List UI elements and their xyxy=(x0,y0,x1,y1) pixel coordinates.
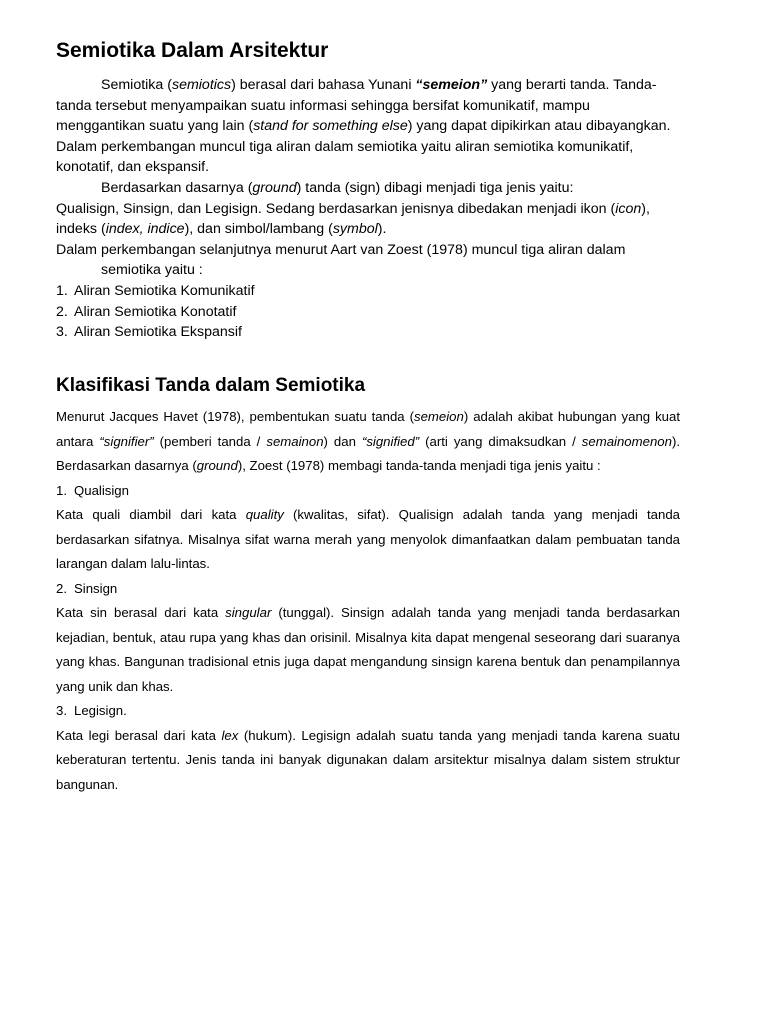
list-item xyxy=(56,302,680,323)
list-number: 3. xyxy=(56,703,67,718)
italic-term: ground xyxy=(252,179,297,196)
italic-term: semainomenon xyxy=(581,433,672,449)
text-run: ) yang dapat dipikirkan atau dibayangkan. Dalam perkembangan muncul tiga aliran dalam semiotika yaitu aliran semiotika komunikatif, konotatif, dan ekspansif. xyxy=(56,118,671,176)
italic-term: “signifier” xyxy=(99,433,154,449)
section-2-body xyxy=(56,405,680,797)
italic-term: quality xyxy=(245,507,284,522)
paragraph-ground-types-cont xyxy=(56,199,680,240)
text-run: Kata quali diambil dari kata xyxy=(56,507,246,522)
italic-term: stand for something else xyxy=(253,118,408,135)
text-run: ) dan xyxy=(323,433,362,449)
text-run: Menurut Jacques Havet (1978), pembentukan suatu tanda ( xyxy=(56,409,414,424)
sign-type-title: Qualisign xyxy=(74,482,129,498)
text-run: (hukum). Legisign adalah suatu tanda yang menjadi tanda karena suatu keberaturan tertentu. Jenis tanda ini banyak digunakan dalam arsitektur misalnya dalam sistem struktur bangunan. xyxy=(56,727,680,792)
list-item-text: Aliran Semiotika Komunikatif xyxy=(74,282,255,299)
list-item xyxy=(56,322,680,343)
sign-type-heading xyxy=(56,577,680,602)
italic-term: semiotics xyxy=(171,77,232,93)
list-number: 3. xyxy=(56,324,68,341)
text-run: (tunggal). Sinsign adalah tanda yang menjadi tanda berdasarkan kejadian, bentuk, atau rupa yang khas dan orisinil. Misalnya kita dapat mengenal seseorang dari suaranya yang khas. Bangunan tradisional etnis juga dapat mengandung sinsign karena bentuk dan penampilannya yang unik dan khas. xyxy=(56,605,680,694)
text-run: Berdasarkan dasarnya ( xyxy=(101,179,253,196)
italic-term: index, indice xyxy=(105,221,185,238)
section-2-heading: Klasifikasi Tanda dalam Semiotika xyxy=(56,375,366,396)
section-1-heading: Semiotika Dalam Arsitektur xyxy=(56,39,329,62)
text-run: (kwalitas, sifat). Qualisign adalah tanda yang menjadi tanda berdasarkan sifatnya. Misalnya sifat warna merah yang menyolok dimanfaatkan dalam pembuatan tanda larangan dalam lalu-lintas. xyxy=(56,507,680,571)
text-run: ) tanda (sign) dibagi menjadi tiga jenis yaitu: xyxy=(296,179,574,196)
sign-type-heading xyxy=(56,699,680,724)
text-run: ) adalah akibat hubungan yang kuat antara xyxy=(56,409,680,449)
paragraph-ground-types xyxy=(56,178,680,199)
list-item-text: Aliran Semiotika Konotatif xyxy=(74,303,237,320)
italic-term: singular xyxy=(225,605,272,620)
bold-italic-term: “semeion” xyxy=(415,77,488,93)
text-run: yang berarti tanda. Tanda-tanda tersebut menyampaikan suatu informasi sehingga bersifat komunikatif, mampu menggantikan suatu yang lain ( xyxy=(56,77,657,135)
text-run: ), Zoest (1978) membagi tanda-tanda menjadi tiga jenis yaitu : xyxy=(237,458,601,473)
text-run: Kata legi berasal dari kata xyxy=(56,727,222,743)
italic-term: lex xyxy=(221,727,239,743)
text-run: ) berasal dari bahasa Yunani xyxy=(231,77,416,93)
text-run: ). Berdasarkan dasarnya ( xyxy=(56,433,681,473)
section-1-body xyxy=(56,75,680,343)
italic-term: “signified” xyxy=(361,433,420,449)
paragraph-semiotika-intro xyxy=(56,75,680,178)
list-number: 2. xyxy=(56,303,68,320)
paragraph-legisign xyxy=(56,724,680,798)
list-item xyxy=(56,281,680,302)
paragraph-zoest: Dalam perkembangan selanjutnya menurut Aart van Zoest (1978) muncul tiga aliran dalam semiotika yaitu : xyxy=(56,241,626,279)
text-run: (arti yang dimaksudkan / xyxy=(419,433,582,449)
italic-term: ground xyxy=(196,458,238,473)
list-item-text: Aliran Semiotika Ekspansif xyxy=(74,324,242,341)
italic-term: semainon xyxy=(266,433,324,449)
sign-type-title: Legisign. xyxy=(74,703,127,718)
text-run: ). xyxy=(377,221,387,238)
text-run: Semiotika ( xyxy=(101,77,172,93)
text-run: (pemberi tanda / xyxy=(153,433,267,449)
paragraph-sinsign xyxy=(56,601,680,699)
italic-term: symbol xyxy=(332,221,378,238)
paragraph-havet xyxy=(56,405,680,479)
sign-type-heading xyxy=(56,479,680,504)
paragraph-qualisign xyxy=(56,503,680,577)
sign-type-title: Sinsign xyxy=(74,580,118,596)
list-number: 1. xyxy=(56,282,68,299)
list-number: 2. xyxy=(56,580,67,596)
list-number: 1. xyxy=(56,482,67,498)
text-run: ), indeks ( xyxy=(56,200,650,238)
text-run: Kata sin berasal dari kata xyxy=(56,605,226,620)
text-run: ), dan simbol/lambang ( xyxy=(184,221,333,238)
italic-term: semeion xyxy=(413,409,464,424)
italic-term: icon xyxy=(615,200,642,217)
text-run: Qualisign, Sinsign, dan Legisign. Sedang berdasarkan jenisnya dibedakan menjadi ikon ( xyxy=(56,200,616,217)
